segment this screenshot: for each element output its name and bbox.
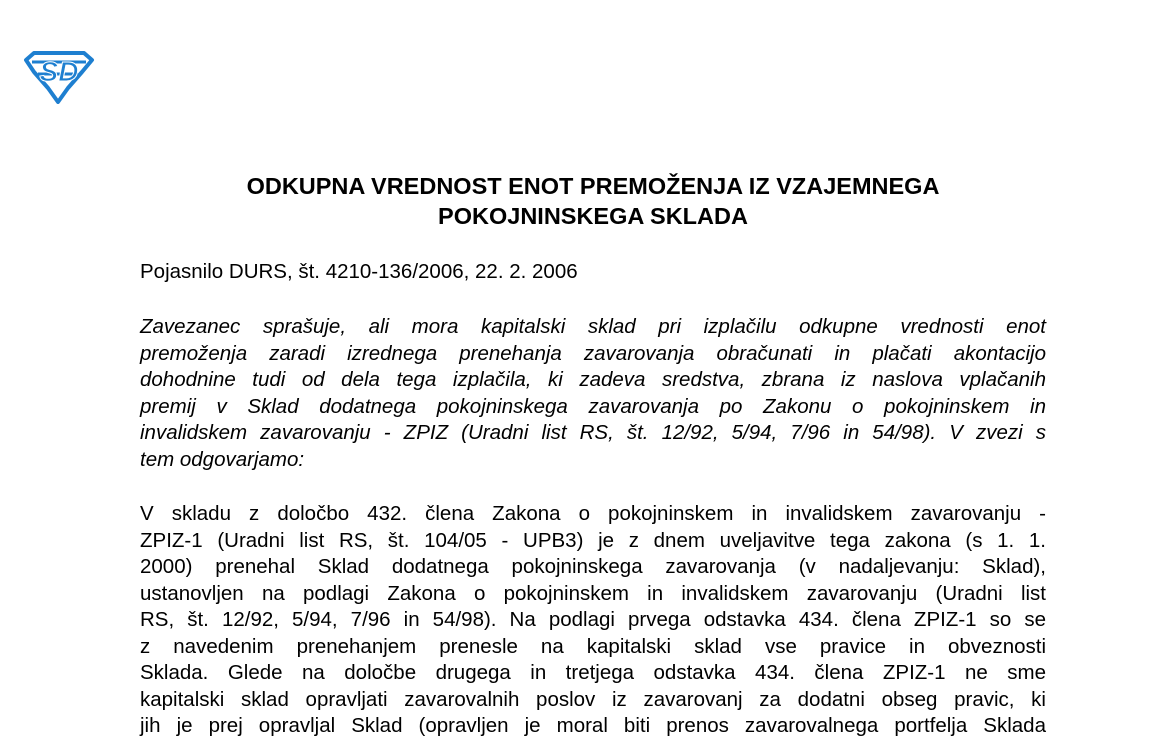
page-title xyxy=(140,171,1046,231)
answer-line: ZPIZ-1 (Uradni list RS, št. 104/05 - UPB3) je z dnem uveljavitve tega zakona (s 1. 1. xyxy=(140,528,1046,552)
title-line-1: ODKUPNA VREDNOST ENOT PREMOŽENJA IZ VZAJEMNEGA xyxy=(246,173,940,199)
question-line: premoženja zaradi izrednega prenehanja zavarovanja obračunati in plačati akontacijo xyxy=(140,341,1046,365)
answer-paragraph xyxy=(140,501,1046,740)
answer-line: z navedenim prenehanjem prenesle na kapitalski sklad vse pravice in obveznosti xyxy=(140,634,1046,658)
question-line: tem odgovarjamo: xyxy=(140,447,305,471)
logo-icon xyxy=(22,48,96,104)
answer-line: V skladu z določbo 432. člena Zakona o pokojninskem in invalidskem zavarovanju - xyxy=(140,502,1046,525)
question-line: dohodnine tudi od dela tega izplačila, ki zadeva sredstva, zbrana iz naslova vplačanih xyxy=(140,368,1046,391)
answer-line: Sklada. Glede na določbe drugega in tretjega odstavka 434. člena ZPIZ-1 ne sme xyxy=(140,661,1046,684)
reference-line: Pojasnilo DURS, št. 4210-136/2006, 22. 2. 2006 xyxy=(140,260,578,283)
question-line: Zavezanec sprašuje, ali mora kapitalski sklad pri izplačilu odkupne vrednosti enot xyxy=(140,315,1046,338)
logo-text: SD xyxy=(39,56,79,87)
logo xyxy=(22,48,96,104)
answer-line: jih je prej opravljal Sklad (opravljen je moral biti prenos zavarovalnega portfelja Sklada xyxy=(140,714,1046,737)
answer-line: kapitalski sklad opravljati zavarovalnih poslov iz zavarovanj za dodatni obseg pravic, ki xyxy=(140,687,1046,711)
question-paragraph xyxy=(140,314,1046,473)
answer-line: ustanovljen na podlagi Zakona o pokojninskem in invalidskem zavarovanju (Uradni list xyxy=(140,581,1046,605)
question-line: invalidskem zavarovanju - ZPIZ (Uradni list RS, št. 12/92, 5/94, 7/96 in 54/98). V zvezi s xyxy=(140,421,1046,444)
title-line-2: POKOJNINSKEGA SKLADA xyxy=(438,203,748,229)
answer-line: 2000) prenehal Sklad dodatnega pokojninskega zavarovanja (v nadaljevanju: Sklad), xyxy=(140,555,1046,578)
answer-line: RS, št. 12/92, 5/94, 7/96 in 54/98). Na podlagi prvega odstavka 434. člena ZPIZ-1 so se xyxy=(140,608,1046,631)
question-line: premij v Sklad dodatnega pokojninskega zavarovanja po Zakonu o pokojninskem in xyxy=(140,394,1046,418)
